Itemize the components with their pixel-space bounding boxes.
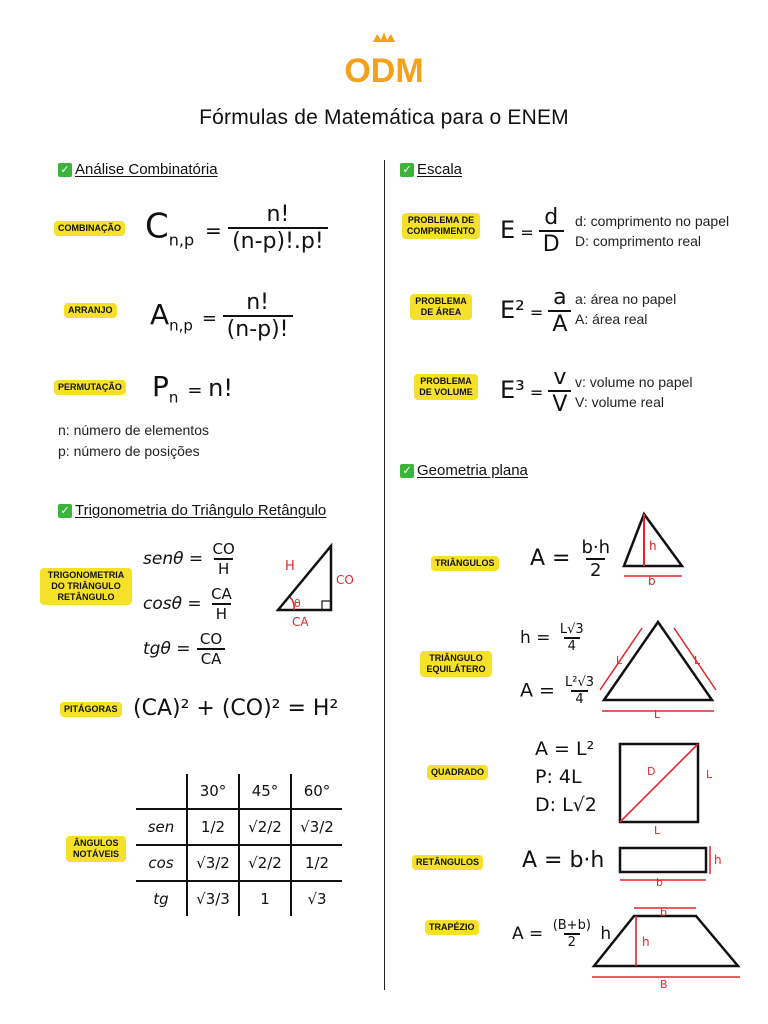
formula-tangente: tgθ = $\frac{CO}{CA}$ (143, 630, 226, 668)
section-heading-geometria: ✓ Geometria plana (400, 462, 528, 479)
svg-text:b: b (656, 876, 663, 889)
table-row: tg √3/3 1 √3 (136, 881, 342, 916)
formula-escala-volume: E³ = $\frac{v}{V}$ (500, 365, 571, 417)
column-divider (384, 160, 385, 990)
tag-angulos-notaveis: ÂNGULOS NOTÁVEIS (66, 836, 126, 862)
tag-combinacao: COMBINAÇÃO (54, 221, 125, 236)
svg-text:L: L (706, 768, 713, 781)
formula-combinacao: $C_{n,p}$ = $\frac{n!}{(n-p)!.p!}$ (145, 202, 328, 254)
legend-v-real: V: volume real (575, 394, 664, 410)
equilateral-triangle-diagram (596, 612, 720, 720)
note-n: n: número de elementos (58, 422, 209, 438)
odm-logo (0, 30, 768, 91)
check-icon: ✓ (400, 163, 414, 177)
check-icon: ✓ (400, 464, 414, 478)
svg-text:CA: CA (292, 615, 309, 629)
tag-triangulos: TRIÂNGULOS (431, 556, 499, 571)
tag-arranjo: ARRANJO (64, 303, 117, 318)
formula-permutacao: $P_n = n$! (152, 370, 233, 407)
table-row: sen 1/2 √2/2 √3/2 (136, 809, 342, 845)
svg-text:L: L (654, 708, 661, 721)
legend-a-real: A: área real (575, 311, 648, 327)
check-icon: ✓ (58, 163, 72, 177)
tag-trigonometria: TRIGONOMETRIA DO TRIÂNGULO RETÂNGULO (40, 568, 132, 605)
tag-problema-comprimento: PROBLEMA DE COMPRIMENTO (402, 213, 480, 239)
section-heading-escala: ✓ Escala (400, 161, 462, 178)
svg-text:L: L (654, 824, 661, 837)
svg-text:b: b (648, 574, 656, 588)
rectangle-diagram (614, 842, 730, 888)
svg-text:h: h (649, 539, 657, 553)
svg-text:h: h (714, 853, 722, 867)
svg-text:ODM: ODM (344, 52, 424, 90)
svg-text:D: D (647, 765, 656, 778)
formula-retangulo: A = b·h (522, 848, 605, 873)
tag-problema-volume: PROBLEMA DE VOLUME (414, 374, 478, 400)
formula-cosseno: cosθ = $\frac{CA}{H}$ (143, 585, 232, 623)
formula-arranjo: $A_{n,p}$ = $\frac{n!}{(n-p)!}$ (150, 290, 293, 342)
svg-text:L: L (616, 654, 623, 667)
svg-text:b: b (660, 906, 667, 919)
svg-text:L: L (694, 654, 701, 667)
svg-text:CO: CO (336, 573, 354, 587)
formula-trapezio: A = $\frac{(B+b)}{2}$ h (512, 918, 612, 950)
trapezoid-diagram (586, 902, 746, 990)
triangle-diagram (618, 508, 692, 588)
page-title: Fórmulas de Matemática para o ENEM (199, 106, 569, 129)
legend-d-papel: d: comprimento no papel (575, 213, 730, 229)
right-triangle-diagram (268, 540, 368, 635)
tag-retangulos: RETÂNGULOS (412, 855, 483, 870)
formula-quadrado-diagonal: D: L√2 (535, 794, 597, 816)
formula-quadrado-perimetro: P: 4L (535, 766, 582, 788)
formula-area-equilatero: A = $\frac{\text{L²√3}}{4}$ (520, 675, 595, 707)
formula-escala-comprimento: E = $\frac{d}{D}$ (500, 205, 564, 257)
note-p: p: número de posições (58, 443, 200, 459)
table-row: cos √3/2 √2/2 1/2 (136, 845, 342, 881)
formula-altura-equilatero: h = $\frac{L√3}{4}$ (520, 622, 584, 654)
section-heading-combinatoria: ✓ Análise Combinatória (58, 161, 218, 178)
formula-triangulo: A = $\frac{b\cdot h}{2}$ (530, 537, 611, 581)
svg-text:h: h (642, 935, 650, 949)
tag-triangulo-equilatero: TRIÂNGULO EQUILÁTERO (420, 651, 492, 677)
tag-trapezio: TRAPÉZIO (425, 920, 479, 935)
tag-permutacao: PERMUTAÇÃO (54, 380, 126, 395)
legend-a-papel: a: área no papel (575, 291, 677, 307)
formula-escala-area: E² = $\frac{a}{A}$ (500, 285, 571, 337)
tag-quadrado: QUADRADO (427, 765, 488, 780)
formula-seno: senθ = $\frac{CO}{H}$ (143, 540, 235, 578)
legend-d-real: D: comprimento real (575, 233, 702, 249)
svg-text:B: B (660, 978, 668, 991)
section-heading-trigonometria: ✓ Trigonometria do Triângulo Retângulo (58, 502, 326, 519)
formula-pitagoras: (CA)² + (CO)² = H² (133, 696, 339, 721)
check-icon: ✓ (58, 504, 72, 518)
angles-table: 30° 45° 60° sen 1/2 √2/2 √3/2 cos √3/2 √2/2 1/2 tg √3/3 1 √3 (136, 774, 342, 916)
square-diagram (614, 738, 724, 838)
legend-v-papel: v: volume no papel (575, 374, 693, 390)
tag-problema-area: PROBLEMA DE ÁREA (410, 294, 472, 320)
svg-text:θ: θ (294, 597, 301, 610)
tag-pitagoras: PITÁGORAS (60, 702, 122, 717)
svg-text:H: H (285, 559, 295, 574)
formula-quadrado-area: A = L² (535, 738, 595, 760)
